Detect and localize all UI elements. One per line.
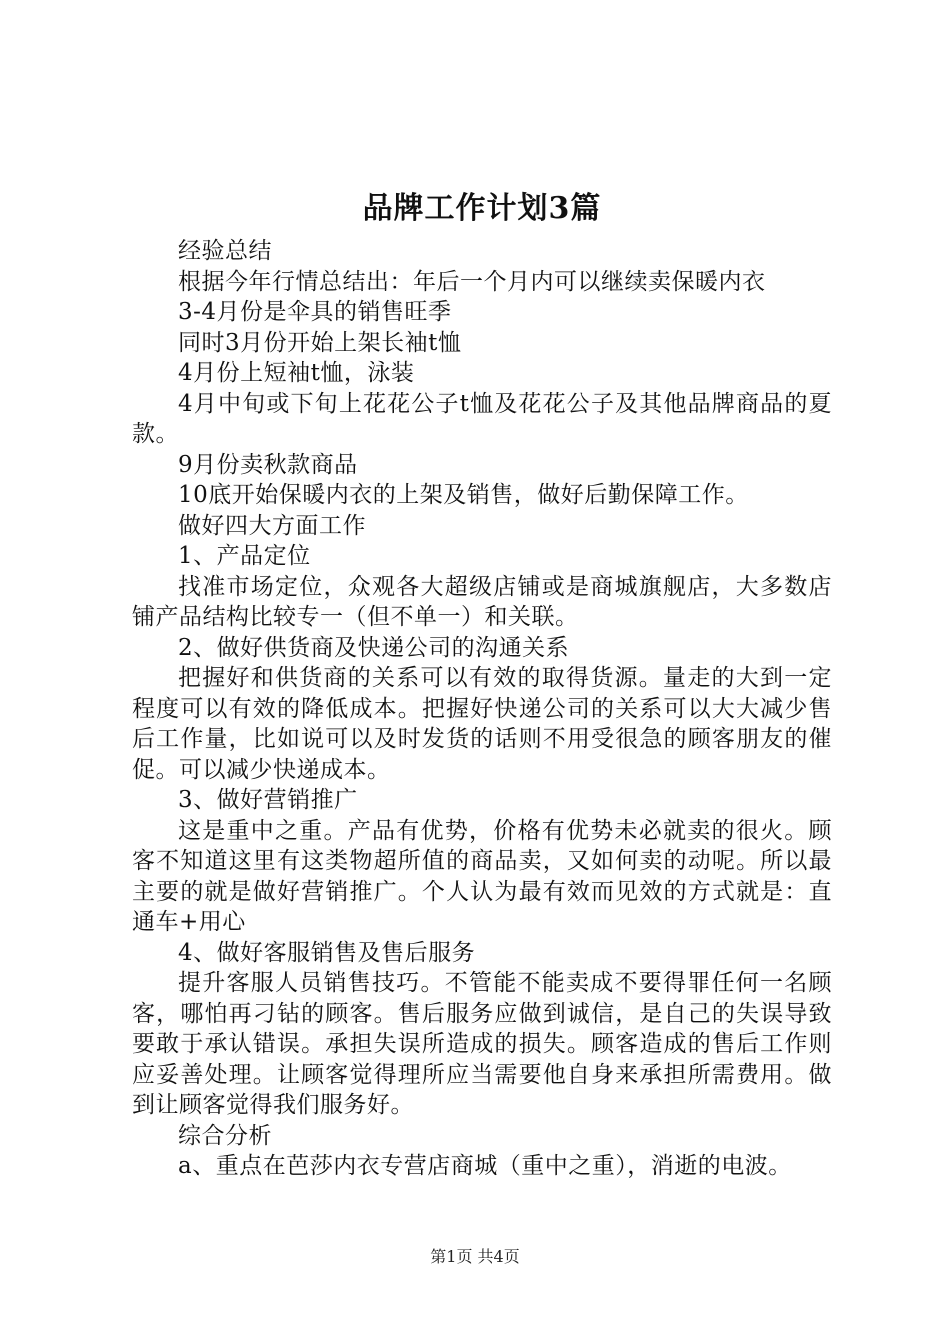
paragraph: 提升客服人员销售技巧。不管能不能卖成不要得罪任何一名顾客，哪怕再刁钻的顾客。售后服务应做到诚信，是自己的失误导致要敢于承认错误。承担失误所造成的损失。顾客造成的售后工作则应妥善处理。让顾客觉得理所应当需要他自身来承担所需费用。做到让顾客觉得我们服务好。 xyxy=(132,970,832,1118)
paragraph: 这是重中之重。产品有优势，价格有优势未必就卖的很火。顾客不知道这里有这类物超所值的商品卖，又如何卖的动呢。所以最主要的就是做好营销推广。个人认为最有效而见效的方式就是：直通车+用心 xyxy=(132,817,832,935)
paragraph: 9月份卖秋款商品 xyxy=(178,451,358,478)
paragraph: 经验总结 xyxy=(178,238,272,264)
section-heading: 4、做好客服销售及售后服务 xyxy=(178,939,476,966)
section-heading: 2、做好供货商及快递公司的沟通关系 xyxy=(178,634,570,661)
paragraph: 同时3月份开始上架长袖t恤 xyxy=(178,329,462,356)
paragraph: 3-4月份是伞具的销售旺季 xyxy=(178,299,452,325)
paragraph: 把握好和供货商的关系可以有效的取得货源。量走的大到一定程度可以有效的降低成本。把握好快递公司的关系可以大大减少售后工作量，比如说可以及时发货的话则不用受很急的顾客朋友的催促。可以减少快递成本。 xyxy=(132,665,832,783)
paragraph: 4月中旬或下旬上花花公子t恤及花花公子及其他品牌商品的夏款。 xyxy=(132,390,832,447)
paragraph: 10底开始保暖内衣的上架及销售，做好后勤保障工作。 xyxy=(178,482,749,508)
paragraph: 4月份上短袖t恤，泳装 xyxy=(178,360,415,386)
paragraph: a、重点在芭莎内衣专营店商城（重中之重），消逝的电波。 xyxy=(178,1153,792,1179)
section-heading: 1、产品定位 xyxy=(178,543,311,569)
section-heading: 综合分析 xyxy=(178,1122,272,1149)
section-heading: 3、做好营销推广 xyxy=(178,787,358,813)
document-page xyxy=(132,186,832,1182)
section-heading: 做好四大方面工作 xyxy=(178,512,366,539)
paragraph: 找准市场定位，众观各大超级店铺或是商城旗舰店，大多数店铺产品结构比较专一（但不单一）和关联。 xyxy=(132,573,832,630)
page-number-footer: 第1页 共4页 xyxy=(430,1247,520,1266)
document-title: 品牌工作计划3篇 xyxy=(362,191,602,226)
paragraph: 根据今年行情总结出：年后一个月内可以继续卖保暖内衣 xyxy=(178,268,766,295)
